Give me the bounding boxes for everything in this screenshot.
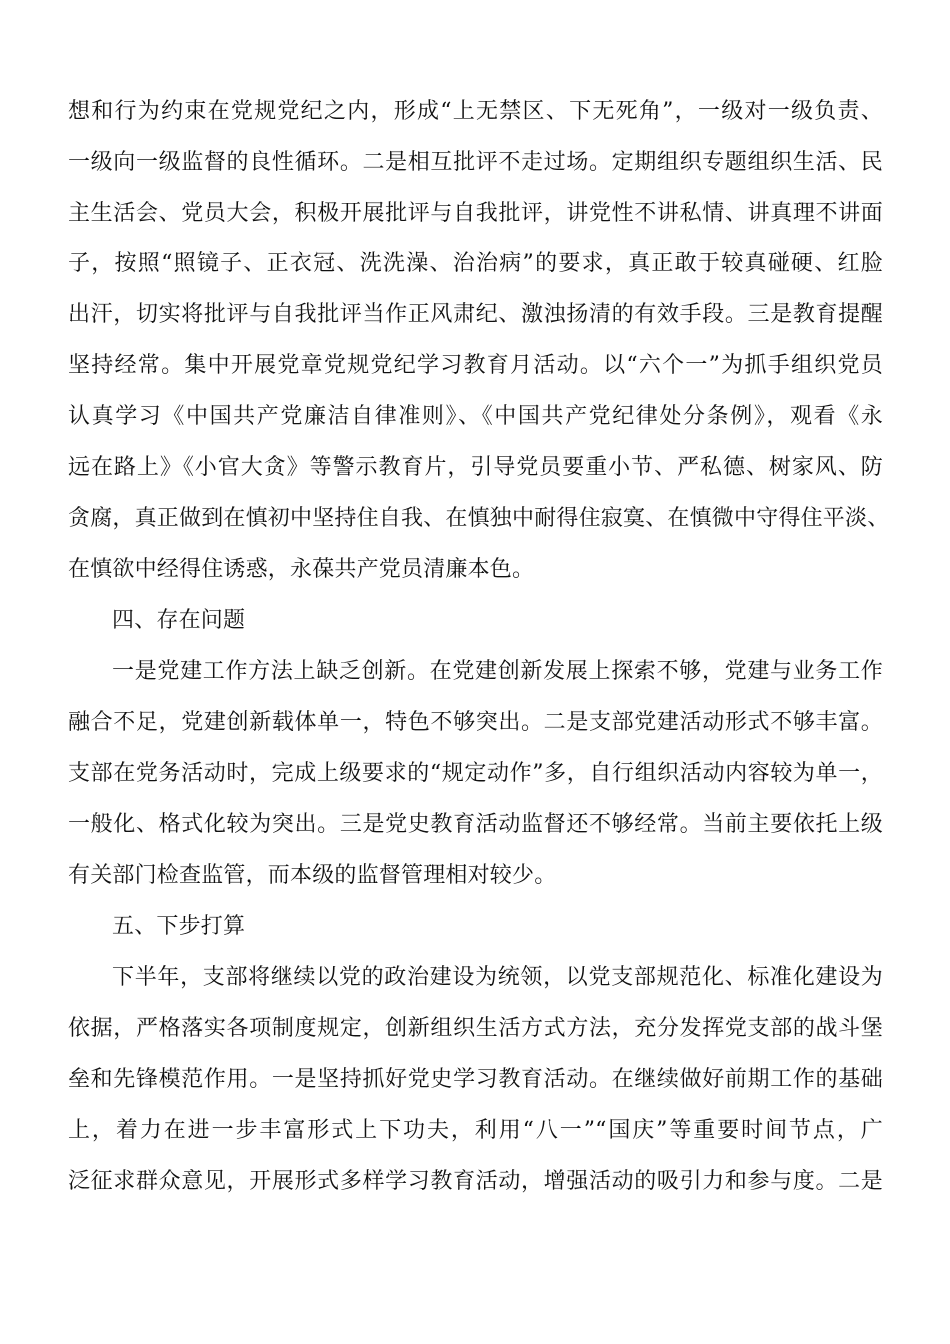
body-line: 坚持经常。集中开展党章党规党纪学习教育月活动。以“六个一”为抓手组织党员 xyxy=(68,353,883,378)
section-heading-problems: 四、存在问题 xyxy=(112,608,246,633)
body-line: 上，着力在进一步丰富形式上下功夫，利用“八一”“国庆”等重要时间节点，广 xyxy=(68,1118,883,1143)
body-line: 融合不足，党建创新载体单一，特色不够突出。二是支部党建活动形式不够丰富。 xyxy=(68,710,883,735)
body-line: 想和行为约束在党规党纪之内，形成“上无禁区、下无死角”，一级对一级负责、 xyxy=(68,99,883,124)
body-line: 贪腐，真正做到在慎初中坚持住自我、在慎独中耐得住寂寞、在慎微中守得住平淡、 xyxy=(68,506,890,531)
body-line: 在慎欲中经得住诱惑，永葆共产党员清廉本色。 xyxy=(68,557,535,582)
section-heading-next-steps: 五、下步打算 xyxy=(112,914,246,939)
body-line: 一级向一级监督的良性循环。二是相互批评不走过场。定期组织专题组织生活、民 xyxy=(68,150,883,175)
body-line: 子，按照“照镜子、正衣冠、洗洗澡、治治病”的要求，真正敢于较真碰硬、红脸 xyxy=(68,251,883,276)
body-line: 远在路上》《小官大贪》等警示教育片，引导党员要重小节、严私德、树家风、防 xyxy=(68,455,883,480)
body-line: 泛征求群众意见，开展形式多样学习教育活动，增强活动的吸引力和参与度。二是 xyxy=(68,1169,883,1194)
body-line: 有关部门检查监管，而本级的监督管理相对较少。 xyxy=(68,863,557,888)
body-line: 主生活会、党员大会，积极开展批评与自我批评，讲党性不讲私情、讲真理不讲面 xyxy=(68,201,883,226)
body-line: 下半年，支部将继续以党的政治建设为统领，以党支部规范化、标准化建设为 xyxy=(112,965,883,990)
body-line: 垒和先锋模范作用。一是坚持抓好党史学习教育活动。在继续做好前期工作的基础 xyxy=(68,1067,883,1092)
body-line: 依据，严格落实各项制度规定，创新组织生活方式方法，充分发挥党支部的战斗堡 xyxy=(68,1016,883,1041)
body-line: 出汗，切实将批评与自我批评当作正风肃纪、激浊扬清的有效手段。三是教育提醒 xyxy=(68,302,883,327)
body-line: 认真学习《中国共产党廉洁自律准则》、《中国共产党纪律处分条例》，观看《永 xyxy=(68,404,883,429)
body-line: 支部在党务活动时，完成上级要求的“规定动作”多，自行组织活动内容较为单一， xyxy=(68,761,883,786)
body-line: 一是党建工作方法上缺乏创新。在党建创新发展上探索不够，党建与业务工作 xyxy=(112,659,883,684)
body-line: 一般化、格式化较为突出。三是党史教育活动监督还不够经常。当前主要依托上级 xyxy=(68,812,883,837)
